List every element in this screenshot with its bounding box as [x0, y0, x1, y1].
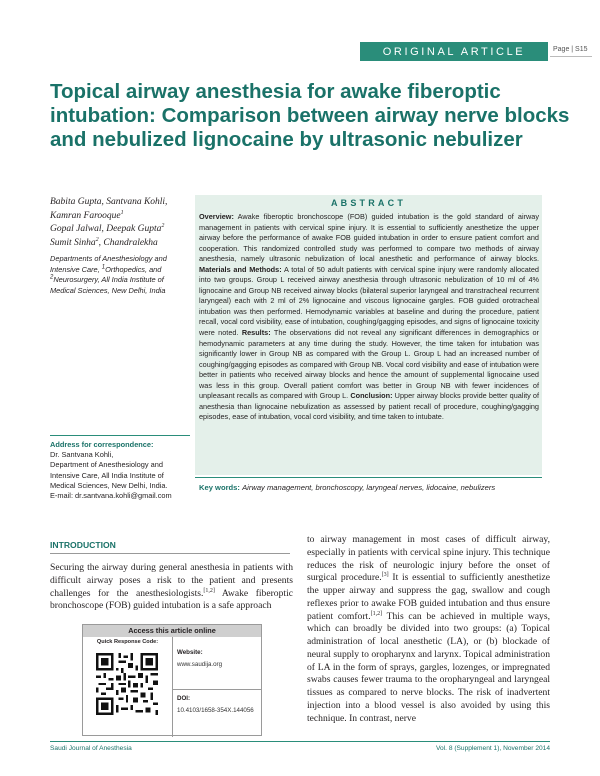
introduction-heading: INTRODUCTION — [50, 540, 116, 550]
website-label: Website: — [177, 649, 203, 656]
body-column-right: to airway management in most cases of difficult airway, especially in patients with cervical spine injury. This technique reduces the risk of neurologic injury before the onset of surgical procedure.[3] It is essential to sufficiently anesthetize the upper airway and suppress the gag, swallow and cough reflexes prior to awake FOB guided intubation and thus ensure patient comfort.[1,2] This can be achieved in multiple ways, which can broadly be divided into two groups: (a) Topical administration of local anesthetic (LA), or (b) blockade of neural supply to oropharynx and larynx. Topical administration of LA in the form of sprays, gargles, lozenges, or impregnated swabs causes fewer trauma to the oropharyngeal and laryngeal tissues as compared to nerve blocks. The risk of inadvertent injection into a blood vessel is also avoided by using this technique. In contrast, nerve — [307, 534, 550, 724]
doi-link[interactable]: 10.4103/1658-354X.144056 — [177, 707, 254, 714]
author-list — [50, 196, 190, 250]
correspondence-block — [50, 440, 190, 501]
keywords — [199, 483, 544, 492]
abstract-body: Overview: Awake fiberoptic bronchoscope (FOB) guided intubation is the gold standard of airway management in patients with cervical spine injury. It is essential to sufficiently anesthetize the upper airway before the performance of awake FOB guided intubation in order to ensure patient comfort and cooperation. This randomized controlled study was performed to compare two methods of airway anesthesia, namely ultrasonic nebulization of local anesthetic and performance of airway blocks. Materials and Methods: A total of 50 adult patients with cervical spine injury were randomly allocated into two groups. Group L received airway anesthesia through ultrasonic nebulization of 10 ml of 4% lignocaine and Group NB received airway blocks (bilateral superior laryngeal and transtracheal recurrent laryngeal) each with 2 ml of 2% lignocaine and viscous lignocaine gargles. FOB guided orotracheal intubation was then performed. Hemodynamic variables at baseline and during the procedure, patient recall, vocal cord visibility, ease of intubation, coughing/gagging episodes, and signs of lignocaine toxicity were noted. Results: The observations did not reveal any significant differences in demographics or hemodynamic parameters at any time during the study. However, the time taken for intubation was significantly lower in Group NB as compared with the Group L. Group L had an increased number of coughing/gagging episodes as compared with Group NB. Vocal cord visibility and ease of intubation were better in patients who received airway blocks and hence the amount of supplemental lignocaine used was less in this group. Overall patient comfort was better in Group NB with fewer incidences of unpleasant recalls as compared with Group L. Conclusion: Upper airway blocks provide better quality of anesthesia than lignocaine nebulization as assessed by patient recall of procedure, coughing/gagging episodes, ease of intubation, vocal cord visibility, and time taken to intubate. — [199, 212, 540, 422]
correspondence-line: Dr. Santvana Kohli, — [50, 450, 114, 460]
body-column-left: Securing the airway during general anesthesia in patients with difficult airway poses a risk to the patient and presents challenges for the anesthesiologists.[1,2] Awake fiberoptic bronchoscope (FOB) guided intubation is a safe approach — [50, 562, 293, 612]
access-heading: Access this article online — [83, 625, 261, 637]
page-number-rule — [550, 56, 592, 57]
author-line: Babita Gupta, Santvana Kohli, — [50, 197, 168, 207]
footer-journal: Saudi Journal of Anesthesia — [50, 745, 132, 752]
keywords-rule — [195, 477, 542, 478]
citation[interactable]: [1,2] — [203, 587, 215, 594]
author-line: Gopal Jalwal, Deepak Gupta$^2$ — [50, 223, 165, 235]
page-number: Page | S15 — [553, 46, 588, 53]
access-divider — [172, 637, 173, 737]
author-line: Sumit Sinha$^2$, Chandralekha — [50, 236, 158, 248]
abstract-heading: ABSTRACT — [330, 198, 407, 208]
access-online-box — [82, 624, 262, 736]
correspondence-line: Medical Sciences, New Delhi, India. — [50, 480, 168, 490]
doi-label: DOI: — [177, 695, 191, 702]
affiliations: Departments of Anesthesiology and Intensive Care, $^1$Orthopedics, and $^2$Neurosurgery, All India Institute of Medical Sciences, New Delhi, India — [50, 254, 167, 295]
keywords-label: Key words: — [199, 483, 240, 492]
citation[interactable]: [3] — [381, 572, 389, 579]
correspondence-heading: Address for correspondence: — [50, 440, 154, 449]
access-divider — [172, 689, 262, 690]
section-banner — [360, 42, 548, 61]
website-link[interactable]: www.saudija.org — [177, 661, 223, 668]
footer-issue: Vol. 8 (Supplement 1), November 2014 — [436, 745, 550, 752]
introduction-rule — [50, 553, 290, 554]
author-line: Kamran Farooque$^1$ — [50, 209, 124, 221]
citation[interactable]: [1,2] — [370, 610, 383, 617]
keywords-value: Airway management, bronchoscopy, laryngeal nerves, lidocaine, nebulizers — [242, 483, 496, 492]
qr-label: Quick Response Code: — [96, 639, 159, 645]
correspondence-line: Department of Anesthesiology and — [50, 460, 163, 470]
footer-rule — [50, 741, 550, 742]
correspondence-rule — [50, 435, 190, 436]
correspondence-email[interactable]: E-mail: dr.santvana.kohli@gmail.com — [50, 491, 172, 501]
section-label: ORIGINAL ARTICLE — [382, 45, 526, 58]
qr-code-icon[interactable] — [96, 653, 158, 715]
correspondence-line: Intensive Care, All India Institute of — [50, 470, 164, 480]
article-title: Topical airway anesthesia for awake fiberoptic intubation: Comparison between airway nerve blocks and nebulized lignocaine by ultrasonic nebulizer — [50, 80, 570, 151]
